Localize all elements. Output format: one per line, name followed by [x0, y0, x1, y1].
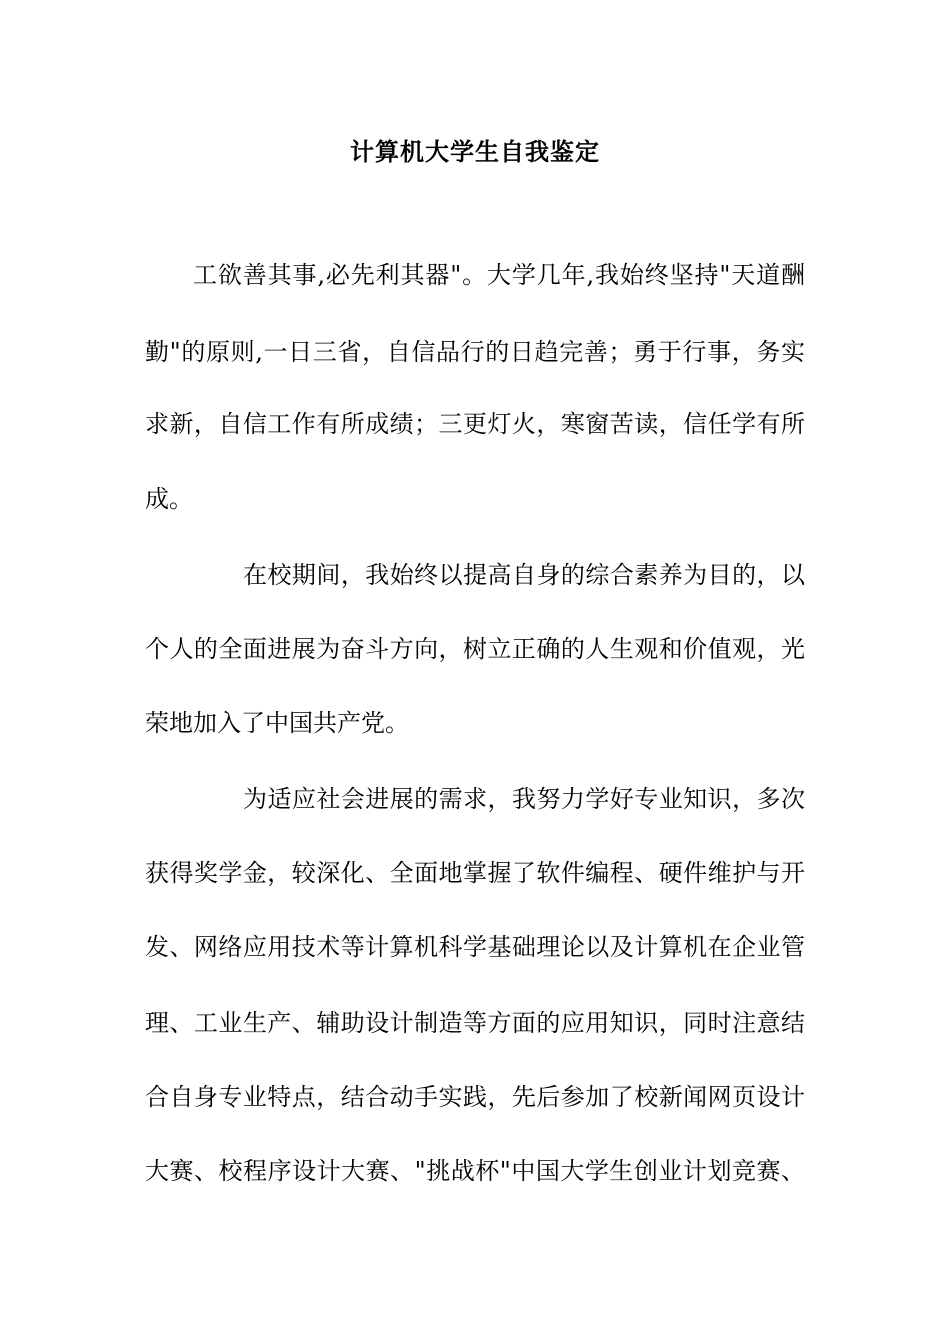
paragraph-1-line-4: 成。: [145, 485, 193, 513]
paragraph-2-line-1: 在校期间，我始终以提高自身的综合素养为目的，以: [243, 561, 805, 589]
paragraph-3-line-4: 理、工业生产、辅助设计制造等方面的应用知识，同时注意结: [145, 1009, 805, 1037]
paragraph-1-line-3: 求新，自信工作有所成绩；三更灯火，寒窗苦读，信任学有所: [145, 410, 805, 438]
paragraph-3-line-2: 获得奖学金，较深化、全面地掌握了软件编程、硬件维护与开: [145, 859, 805, 887]
paragraph-3-line-6: 大赛、校程序设计大赛、"挑战杯"中国大学生创业计划竞赛、: [145, 1157, 805, 1185]
paragraph-1-line-2: 勤"的原则,一日三省，自信品行的日趋完善；勇于行事，务实: [145, 338, 805, 366]
paragraph-1-line-1: 工欲善其事,必先利其器"。大学几年,我始终坚持"天道酬: [193, 261, 805, 289]
paragraph-3-line-5: 合自身专业特点，结合动手实践，先后参加了校新闻网页设计: [145, 1083, 805, 1111]
document-title: 计算机大学生自我鉴定: [350, 137, 600, 166]
paragraph-2-line-3: 荣地加入了中国共产党。: [145, 709, 409, 737]
paragraph-3-line-3: 发、网络应用技术等计算机科学基础理论以及计算机在企业管: [145, 933, 805, 961]
paragraph-3-line-1: 为适应社会进展的需求，我努力学好专业知识，多次: [243, 785, 805, 813]
paragraph-2-line-2: 个人的全面进展为奋斗方向，树立正确的人生观和价值观，光: [145, 635, 805, 663]
